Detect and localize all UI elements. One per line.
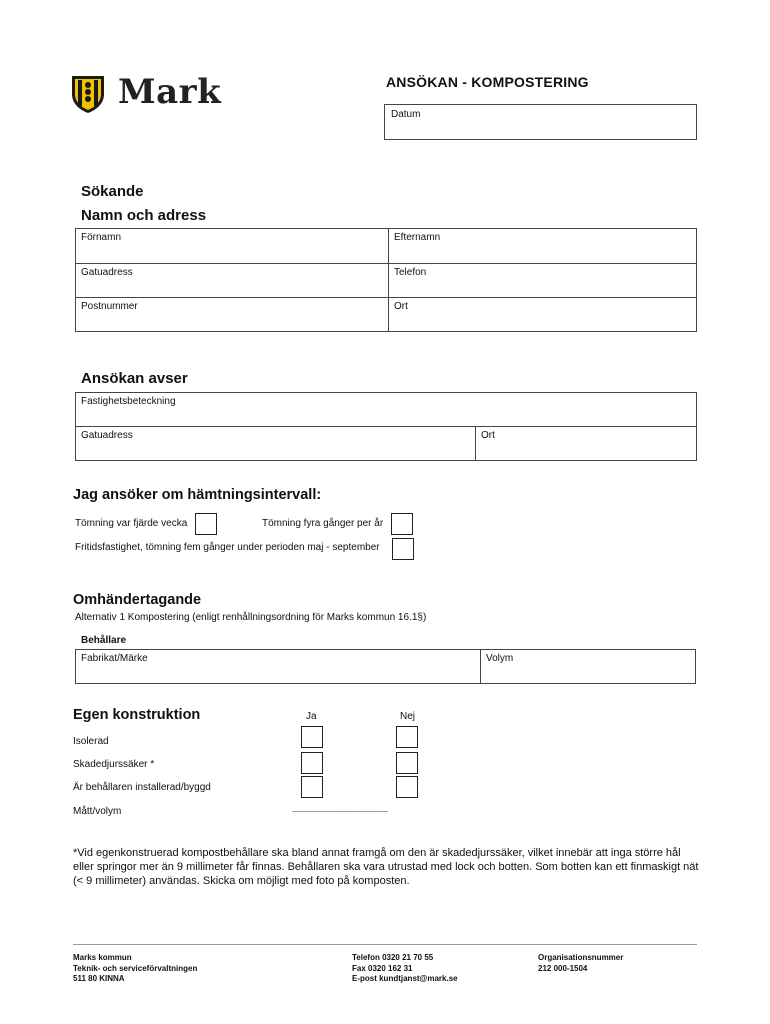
form-title: ANSÖKAN - KOMPOSTERING bbox=[386, 74, 589, 90]
application-heading: Ansökan avser bbox=[81, 370, 188, 387]
pestproof-label: Skadedjurssäker * bbox=[73, 759, 155, 770]
construction-heading: Egen konstruktion bbox=[73, 707, 201, 723]
interval-option-1-label: Tömning var fjärde vecka bbox=[75, 518, 188, 529]
volume-field[interactable]: Volym bbox=[486, 653, 514, 664]
pestproof-yes-checkbox[interactable] bbox=[301, 752, 323, 774]
fornamn-field[interactable]: Förnamn bbox=[81, 232, 122, 243]
interval-option-1-checkbox[interactable] bbox=[195, 513, 217, 535]
logo-wordmark: Mark bbox=[118, 72, 222, 112]
footer-phone: Telefon 0320 21 70 55 bbox=[352, 953, 434, 962]
footer-fax: Fax 0320 162 31 bbox=[352, 963, 413, 973]
pestproof-no-checkbox[interactable] bbox=[396, 752, 418, 774]
installed-label: Är behållaren installerad/byggd bbox=[73, 782, 211, 793]
footer-org-address: 511 80 KINNA bbox=[73, 974, 125, 983]
size-label: Mått/volym bbox=[73, 806, 122, 817]
gatuadress-field[interactable]: Gatuadress bbox=[81, 267, 133, 278]
footer-divider bbox=[73, 944, 697, 945]
footer-org-department: Teknik- och serviceförvaltningen bbox=[73, 963, 198, 973]
fastighet-field[interactable]: Fastighetsbeteckning bbox=[81, 396, 176, 407]
make-field[interactable]: Fabrikat/Märke bbox=[81, 653, 148, 664]
interval-heading: Jag ansöker om hämtningsintervall: bbox=[73, 487, 322, 503]
pestproof-note: *Vid egenkonstruerad kompostbehållare ska bland annat framgå om den är skadedjurssäker, vilket innebär att inga större hål eller springor mer än 9 millimeter får finnas. Behållaren ska vara utrustad med lock och botten. Som botten kan ett finmaskigt nät (< 9 millimeter) användas. Skicka om möjligt med foto på komposten. bbox=[73, 847, 699, 887]
installed-yes-checkbox[interactable] bbox=[301, 776, 323, 798]
postnummer-field[interactable]: Postnummer bbox=[81, 301, 138, 312]
size-input-line[interactable]: ---------------------------------------------------------------- bbox=[292, 809, 388, 815]
isolated-label: Isolerad bbox=[73, 736, 109, 747]
footer-org-name: Marks kommun bbox=[73, 953, 132, 962]
efternamn-field[interactable]: Efternamn bbox=[394, 232, 441, 243]
footer-orgnr-value: 212 000-1504 bbox=[538, 963, 588, 973]
logo bbox=[70, 74, 230, 116]
handling-alternative: Alternativ 1 Kompostering (enligt renhållningsordning för Marks kommun 16.1§) bbox=[75, 612, 427, 623]
container-heading: Behållare bbox=[81, 635, 127, 646]
applicant-heading: Sökande bbox=[81, 183, 144, 200]
applicant-subheading: Namn och adress bbox=[81, 207, 207, 224]
no-column-label: Nej bbox=[400, 711, 416, 722]
footer-orgnr bbox=[538, 953, 623, 974]
footer-contact bbox=[352, 953, 458, 985]
datum-label: Datum bbox=[391, 109, 421, 120]
coat-of-arms-icon bbox=[70, 74, 106, 114]
datum-field[interactable] bbox=[384, 104, 697, 140]
installed-no-checkbox[interactable] bbox=[396, 776, 418, 798]
application-gatuadress-field[interactable]: Gatuadress bbox=[81, 430, 133, 441]
isolated-yes-checkbox[interactable] bbox=[301, 726, 323, 748]
footer-org bbox=[73, 953, 197, 985]
interval-option-3-label: Fritidsfastighet, tömning fem gånger under perioden maj - september bbox=[75, 542, 380, 553]
isolated-no-checkbox[interactable] bbox=[396, 726, 418, 748]
handling-heading: Omhändertagande bbox=[73, 592, 202, 608]
yes-column-label: Ja bbox=[306, 711, 317, 722]
interval-option-2-checkbox[interactable] bbox=[391, 513, 413, 535]
footer-orgnr-label: Organisationsnummer bbox=[538, 953, 624, 962]
telefon-field[interactable]: Telefon bbox=[394, 267, 427, 278]
interval-option-3-checkbox[interactable] bbox=[392, 538, 414, 560]
ort-field[interactable]: Ort bbox=[394, 301, 408, 312]
application-ort-field[interactable]: Ort bbox=[481, 430, 495, 441]
interval-option-2-label: Tömning fyra gånger per år bbox=[262, 518, 384, 529]
footer-email: E-post kundtjanst@mark.se bbox=[352, 974, 458, 983]
